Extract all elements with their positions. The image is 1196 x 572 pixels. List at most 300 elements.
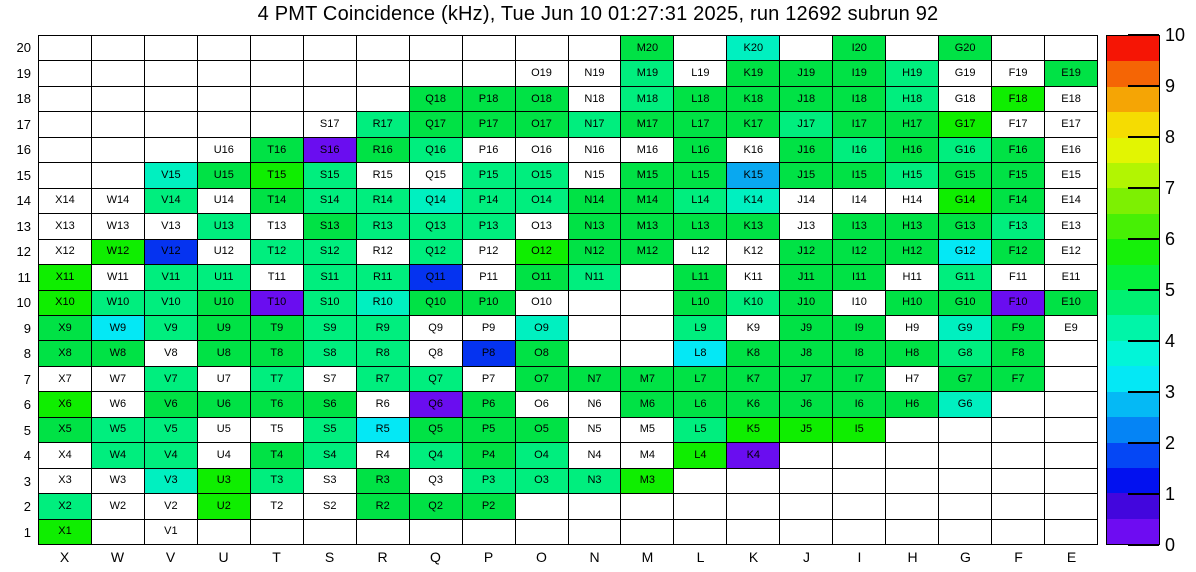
heatmap-cell-J13: J13 xyxy=(780,214,832,238)
colorbar-band xyxy=(1107,468,1159,493)
heatmap-cell-M19: M19 xyxy=(621,61,673,85)
heatmap-cell-T11: T11 xyxy=(251,265,303,289)
heatmap-cell-empty xyxy=(569,291,621,315)
x-tick-label: F xyxy=(1014,549,1023,565)
heatmap-cell-X11: X11 xyxy=(39,265,91,289)
heatmap-cell-empty xyxy=(992,469,1044,493)
heatmap-cell-N15: N15 xyxy=(569,163,621,187)
heatmap-cell-K7: K7 xyxy=(727,367,779,391)
heatmap-cell-F7: F7 xyxy=(992,367,1044,391)
heatmap-cell-empty xyxy=(569,520,621,544)
heatmap-cell-E16: E16 xyxy=(1045,138,1097,162)
heatmap-cell-empty xyxy=(463,36,515,60)
heatmap-cell-P12: P12 xyxy=(463,240,515,264)
heatmap-cell-empty xyxy=(516,520,568,544)
colorbar-band xyxy=(1107,493,1159,518)
heatmap-cell-Q9: Q9 xyxy=(410,316,462,340)
heatmap-cell-K9: K9 xyxy=(727,316,779,340)
colorbar-band xyxy=(1107,188,1159,213)
colorbar-band xyxy=(1107,519,1159,544)
heatmap-cell-K11: K11 xyxy=(727,265,779,289)
heatmap-cell-X8: X8 xyxy=(39,341,91,365)
heatmap-cell-Q12: Q12 xyxy=(410,240,462,264)
colorbar-tick-label: 0 xyxy=(1165,535,1176,555)
x-tick-label: S xyxy=(324,549,335,565)
heatmap-cell-empty xyxy=(780,443,832,467)
heatmap-cell-empty xyxy=(727,469,779,493)
heatmap-cell-empty xyxy=(727,520,779,544)
heatmap-cell-G14: G14 xyxy=(939,189,991,213)
heatmap-cell-X12: X12 xyxy=(39,240,91,264)
heatmap-cell-M13: M13 xyxy=(621,214,673,238)
heatmap-cell-M5: M5 xyxy=(621,418,673,442)
heatmap-cell-J15: J15 xyxy=(780,163,832,187)
x-tick-label: V xyxy=(165,549,176,565)
heatmap-cell-J18: J18 xyxy=(780,87,832,111)
heatmap-cell-L7: L7 xyxy=(674,367,726,391)
heatmap-cell-empty xyxy=(410,36,462,60)
colorbar-band xyxy=(1107,443,1159,468)
heatmap-cell-empty xyxy=(780,36,832,60)
x-tick-label: K xyxy=(748,549,759,565)
heatmap-cell-J19: J19 xyxy=(780,61,832,85)
heatmap-cell-O15: O15 xyxy=(516,163,568,187)
heatmap-cell-N4: N4 xyxy=(569,443,621,467)
heatmap-cell-Q14: Q14 xyxy=(410,189,462,213)
heatmap-cell-L15: L15 xyxy=(674,163,726,187)
heatmap-cell-V4: V4 xyxy=(145,443,197,467)
heatmap-cell-T16: T16 xyxy=(251,138,303,162)
heatmap-cell-I19: I19 xyxy=(833,61,885,85)
heatmap-cell-empty xyxy=(1045,341,1097,365)
y-tick-label: 15 xyxy=(16,167,31,183)
heatmap-cell-M4: M4 xyxy=(621,443,673,467)
heatmap-cell-empty xyxy=(463,520,515,544)
heatmap-cell-G17: G17 xyxy=(939,112,991,136)
heatmap-cell-empty xyxy=(145,112,197,136)
heatmap-cell-V2: V2 xyxy=(145,494,197,518)
heatmap-cell-empty xyxy=(304,61,356,85)
heatmap-cell-empty xyxy=(39,163,91,187)
heatmap-cell-H9: H9 xyxy=(886,316,938,340)
heatmap-cell-empty xyxy=(992,36,1044,60)
heatmap-cell-U6: U6 xyxy=(198,392,250,416)
heatmap-cell-empty xyxy=(92,61,144,85)
heatmap-cell-V14: V14 xyxy=(145,189,197,213)
heatmap-cell-W12: W12 xyxy=(92,240,144,264)
x-tick-label: T xyxy=(272,549,281,565)
heatmap-cell-K13: K13 xyxy=(727,214,779,238)
heatmap-cell-R13: R13 xyxy=(357,214,409,238)
heatmap-cell-S6: S6 xyxy=(304,392,356,416)
heatmap-cell-K19: K19 xyxy=(727,61,779,85)
heatmap-cell-I7: I7 xyxy=(833,367,885,391)
heatmap-cell-S13: S13 xyxy=(304,214,356,238)
heatmap-cell-K16: K16 xyxy=(727,138,779,162)
heatmap-cell-L12: L12 xyxy=(674,240,726,264)
colorbar-tick xyxy=(1128,289,1159,291)
heatmap-cell-F15: F15 xyxy=(992,163,1044,187)
colorbar-tick-label: 1 xyxy=(1165,484,1176,504)
heatmap-cell-X4: X4 xyxy=(39,443,91,467)
heatmap-cell-empty xyxy=(198,520,250,544)
heatmap-cell-Q4: Q4 xyxy=(410,443,462,467)
x-tick-label: Q xyxy=(430,549,441,565)
heatmap-cell-F14: F14 xyxy=(992,189,1044,213)
y-tick-label: 12 xyxy=(16,244,31,259)
heatmap-cell-Q10: Q10 xyxy=(410,291,462,315)
heatmap-cell-F12: F12 xyxy=(992,240,1044,264)
heatmap-cell-I14: I14 xyxy=(833,189,885,213)
heatmap-cell-E9: E9 xyxy=(1045,316,1097,340)
heatmap-cell-empty xyxy=(621,341,673,365)
heatmap-cell-X1: X1 xyxy=(39,520,91,544)
plot-title: 4 PMT Coincidence (kHz), Tue Jun 10 01:27:31 2025, run 12692 subrun 92 xyxy=(257,3,939,25)
heatmap-cell-K15: K15 xyxy=(727,163,779,187)
heatmap-cell-U2: U2 xyxy=(198,494,250,518)
heatmap-grid xyxy=(38,35,1098,545)
heatmap-cell-empty xyxy=(674,469,726,493)
heatmap-cell-empty xyxy=(251,61,303,85)
heatmap-cell-P13: P13 xyxy=(463,214,515,238)
heatmap-cell-L13: L13 xyxy=(674,214,726,238)
heatmap-cell-empty xyxy=(251,36,303,60)
heatmap-cell-Q5: Q5 xyxy=(410,418,462,442)
heatmap-cell-empty xyxy=(727,494,779,518)
heatmap-cell-empty xyxy=(357,87,409,111)
colorbar-band xyxy=(1107,392,1159,417)
heatmap-cell-G12: G12 xyxy=(939,240,991,264)
heatmap-cell-empty xyxy=(39,112,91,136)
heatmap-cell-Q13: Q13 xyxy=(410,214,462,238)
heatmap-cell-N13: N13 xyxy=(569,214,621,238)
heatmap-cell-K18: K18 xyxy=(727,87,779,111)
heatmap-cell-O14: O14 xyxy=(516,189,568,213)
y-tick-label: 16 xyxy=(16,142,31,157)
x-tick-label: E xyxy=(1066,549,1077,565)
colorbar-tick-label: 3 xyxy=(1165,382,1176,402)
heatmap-cell-X10: X10 xyxy=(39,291,91,315)
colorbar-tick xyxy=(1128,187,1159,189)
heatmap-cell-P14: P14 xyxy=(463,189,515,213)
heatmap-cell-empty xyxy=(198,112,250,136)
heatmap-cell-empty xyxy=(939,494,991,518)
heatmap-cell-U3: U3 xyxy=(198,469,250,493)
heatmap-cell-I16: I16 xyxy=(833,138,885,162)
heatmap-cell-empty xyxy=(92,87,144,111)
y-tick-label: 9 xyxy=(23,320,31,336)
heatmap-cell-G9: G9 xyxy=(939,316,991,340)
heatmap-cell-J7: J7 xyxy=(780,367,832,391)
heatmap-cell-T15: T15 xyxy=(251,163,303,187)
heatmap-cell-R17: R17 xyxy=(357,112,409,136)
heatmap-cell-K17: K17 xyxy=(727,112,779,136)
heatmap-cell-R9: R9 xyxy=(357,316,409,340)
heatmap-cell-W5: W5 xyxy=(92,418,144,442)
heatmap-cell-R10: R10 xyxy=(357,291,409,315)
colorbar-tick-label: 9 xyxy=(1165,76,1176,96)
heatmap-cell-S7: S7 xyxy=(304,367,356,391)
heatmap-cell-U7: U7 xyxy=(198,367,250,391)
heatmap-cell-U15: U15 xyxy=(198,163,250,187)
heatmap-cell-M15: M15 xyxy=(621,163,673,187)
colorbar-tick xyxy=(1128,85,1159,87)
colorbar-band xyxy=(1107,138,1159,163)
heatmap-cell-N14: N14 xyxy=(569,189,621,213)
heatmap-cell-E14: E14 xyxy=(1045,189,1097,213)
heatmap-cell-empty xyxy=(92,163,144,187)
heatmap-cell-H7: H7 xyxy=(886,367,938,391)
heatmap-cell-K20: K20 xyxy=(727,36,779,60)
y-tick-label: 18 xyxy=(16,91,31,106)
heatmap-cell-empty xyxy=(92,138,144,162)
heatmap-cell-R7: R7 xyxy=(357,367,409,391)
heatmap-cell-W2: W2 xyxy=(92,494,144,518)
colorbar-band xyxy=(1107,290,1159,315)
heatmap-cell-empty xyxy=(39,36,91,60)
heatmap-cell-G20: G20 xyxy=(939,36,991,60)
heatmap-cell-empty xyxy=(886,443,938,467)
heatmap-cell-empty xyxy=(1045,36,1097,60)
heatmap-cell-V1: V1 xyxy=(145,520,197,544)
y-tick-label: 13 xyxy=(16,218,31,234)
heatmap-cell-R5: R5 xyxy=(357,418,409,442)
y-tick-label: 1 xyxy=(23,524,31,540)
heatmap-cell-empty xyxy=(569,36,621,60)
heatmap-cell-empty xyxy=(304,87,356,111)
y-tick-label: 20 xyxy=(16,40,31,55)
heatmap-cell-empty xyxy=(886,418,938,442)
heatmap-cell-X3: X3 xyxy=(39,469,91,493)
heatmap-cell-F13: F13 xyxy=(992,214,1044,238)
y-tick-label: 14 xyxy=(16,193,31,208)
colorbar-band xyxy=(1107,87,1159,112)
heatmap-cell-W14: W14 xyxy=(92,189,144,213)
heatmap-cell-empty xyxy=(357,61,409,85)
y-tick-label: 10 xyxy=(16,295,31,310)
heatmap-cell-empty xyxy=(621,520,673,544)
heatmap-cell-L11: L11 xyxy=(674,265,726,289)
heatmap-cell-U16: U16 xyxy=(198,138,250,162)
heatmap-cell-L8: L8 xyxy=(674,341,726,365)
heatmap-cell-G11: G11 xyxy=(939,265,991,289)
heatmap-cell-M17: M17 xyxy=(621,112,673,136)
heatmap-cell-empty xyxy=(886,494,938,518)
heatmap-cell-empty xyxy=(674,494,726,518)
x-tick-label: R xyxy=(377,549,388,565)
heatmap-cell-P6: P6 xyxy=(463,392,515,416)
heatmap-cell-empty xyxy=(198,87,250,111)
heatmap-cell-G19: G19 xyxy=(939,61,991,85)
heatmap-cell-K6: K6 xyxy=(727,392,779,416)
heatmap-cell-V5: V5 xyxy=(145,418,197,442)
heatmap-cell-Q8: Q8 xyxy=(410,341,462,365)
x-tick-label: J xyxy=(803,549,810,565)
heatmap-cell-P5: P5 xyxy=(463,418,515,442)
heatmap-cell-P3: P3 xyxy=(463,469,515,493)
heatmap-cell-T8: T8 xyxy=(251,341,303,365)
heatmap-cell-empty xyxy=(145,87,197,111)
heatmap-cell-empty xyxy=(939,520,991,544)
colorbar-band xyxy=(1107,366,1159,391)
heatmap-cell-empty xyxy=(992,520,1044,544)
heatmap-cell-O6: O6 xyxy=(516,392,568,416)
heatmap-cell-empty xyxy=(39,87,91,111)
heatmap-cell-H16: H16 xyxy=(886,138,938,162)
heatmap-cell-N11: N11 xyxy=(569,265,621,289)
heatmap-cell-N16: N16 xyxy=(569,138,621,162)
heatmap-cell-T7: T7 xyxy=(251,367,303,391)
heatmap-cell-H11: H11 xyxy=(886,265,938,289)
heatmap-cell-S17: S17 xyxy=(304,112,356,136)
heatmap-cell-V8: V8 xyxy=(145,341,197,365)
heatmap-cell-S3: S3 xyxy=(304,469,356,493)
heatmap-cell-empty xyxy=(39,61,91,85)
colorbar-tick-label: 6 xyxy=(1165,229,1176,249)
heatmap-cell-P10: P10 xyxy=(463,291,515,315)
heatmap-cell-S12: S12 xyxy=(304,240,356,264)
colorbar-band xyxy=(1107,112,1159,137)
heatmap-cell-empty xyxy=(621,494,673,518)
x-tick-label: P xyxy=(483,549,494,565)
heatmap-cell-P16: P16 xyxy=(463,138,515,162)
y-tick-label: 19 xyxy=(16,65,31,81)
heatmap-cell-empty xyxy=(304,520,356,544)
heatmap-cell-U5: U5 xyxy=(198,418,250,442)
heatmap-cell-O13: O13 xyxy=(516,214,568,238)
heatmap-cell-V7: V7 xyxy=(145,367,197,391)
heatmap-cell-E11: E11 xyxy=(1045,265,1097,289)
heatmap-cell-T4: T4 xyxy=(251,443,303,467)
heatmap-cell-Q17: Q17 xyxy=(410,112,462,136)
heatmap-cell-O3: O3 xyxy=(516,469,568,493)
heatmap-cell-X13: X13 xyxy=(39,214,91,238)
heatmap-cell-M7: M7 xyxy=(621,367,673,391)
heatmap-cell-I12: I12 xyxy=(833,240,885,264)
heatmap-cell-Q16: Q16 xyxy=(410,138,462,162)
heatmap-cell-X7: X7 xyxy=(39,367,91,391)
heatmap-cell-P17: P17 xyxy=(463,112,515,136)
heatmap-cell-H15: H15 xyxy=(886,163,938,187)
heatmap-cell-V12: V12 xyxy=(145,240,197,264)
colorbar-band xyxy=(1107,36,1159,61)
heatmap-cell-N7: N7 xyxy=(569,367,621,391)
heatmap-cell-R12: R12 xyxy=(357,240,409,264)
heatmap-cell-K12: K12 xyxy=(727,240,779,264)
heatmap-cell-L18: L18 xyxy=(674,87,726,111)
heatmap-cell-T3: T3 xyxy=(251,469,303,493)
heatmap-cell-J14: J14 xyxy=(780,189,832,213)
heatmap-cell-I11: I11 xyxy=(833,265,885,289)
heatmap-cell-empty xyxy=(886,469,938,493)
heatmap-cell-V11: V11 xyxy=(145,265,197,289)
heatmap-cell-H19: H19 xyxy=(886,61,938,85)
heatmap-cell-empty xyxy=(92,112,144,136)
heatmap-cell-empty xyxy=(621,291,673,315)
heatmap-cell-I15: I15 xyxy=(833,163,885,187)
heatmap-cell-Q2: Q2 xyxy=(410,494,462,518)
heatmap-cell-R8: R8 xyxy=(357,341,409,365)
heatmap-cell-empty xyxy=(39,138,91,162)
heatmap-cell-S10: S10 xyxy=(304,291,356,315)
colorbar-tick-label: 10 xyxy=(1165,25,1186,45)
heatmap-cell-M18: M18 xyxy=(621,87,673,111)
heatmap-cell-N3: N3 xyxy=(569,469,621,493)
heatmap-cell-G18: G18 xyxy=(939,87,991,111)
heatmap-cell-K14: K14 xyxy=(727,189,779,213)
heatmap-cell-empty xyxy=(410,61,462,85)
heatmap-cell-empty xyxy=(569,341,621,365)
x-tick-label: U xyxy=(218,549,229,565)
heatmap-cell-P4: P4 xyxy=(463,443,515,467)
colorbar-tick-label: 7 xyxy=(1165,178,1176,198)
heatmap-cell-S14: S14 xyxy=(304,189,356,213)
heatmap-cell-O16: O16 xyxy=(516,138,568,162)
y-tick-label: 6 xyxy=(23,397,31,412)
heatmap-cell-empty xyxy=(410,520,462,544)
heatmap-cell-T5: T5 xyxy=(251,418,303,442)
heatmap-cell-R4: R4 xyxy=(357,443,409,467)
heatmap-cell-H17: H17 xyxy=(886,112,938,136)
heatmap-cell-H18: H18 xyxy=(886,87,938,111)
heatmap-cell-S5: S5 xyxy=(304,418,356,442)
colorbar-band xyxy=(1107,341,1159,366)
colorbar-band xyxy=(1107,265,1159,290)
heatmap-cell-Q6: Q6 xyxy=(410,392,462,416)
y-tick-label: 3 xyxy=(23,473,31,489)
heatmap-cell-empty xyxy=(92,520,144,544)
colorbar-tick xyxy=(1128,34,1159,36)
heatmap-cell-S16: S16 xyxy=(304,138,356,162)
heatmap-cell-E10: E10 xyxy=(1045,291,1097,315)
heatmap-cell-I10: I10 xyxy=(833,291,885,315)
x-tick-label: L xyxy=(696,549,705,565)
heatmap-cell-empty xyxy=(1045,418,1097,442)
heatmap-cell-empty xyxy=(1045,443,1097,467)
heatmap-cell-I20: I20 xyxy=(833,36,885,60)
colorbar-band xyxy=(1107,163,1159,188)
heatmap-cell-F18: F18 xyxy=(992,87,1044,111)
heatmap-cell-J9: J9 xyxy=(780,316,832,340)
heatmap-cell-O18: O18 xyxy=(516,87,568,111)
heatmap-cell-empty xyxy=(939,418,991,442)
heatmap-cell-T10: T10 xyxy=(251,291,303,315)
colorbar-band xyxy=(1107,214,1159,239)
heatmap-cell-R2: R2 xyxy=(357,494,409,518)
heatmap-cell-empty xyxy=(621,265,673,289)
heatmap-cell-X14: X14 xyxy=(39,189,91,213)
heatmap-cell-W9: W9 xyxy=(92,316,144,340)
heatmap-cell-empty xyxy=(251,520,303,544)
heatmap-cell-G16: G16 xyxy=(939,138,991,162)
heatmap-cell-O10: O10 xyxy=(516,291,568,315)
heatmap-cell-P2: P2 xyxy=(463,494,515,518)
heatmap-cell-Q15: Q15 xyxy=(410,163,462,187)
colorbar-tick-label: 5 xyxy=(1165,280,1176,300)
heatmap-cell-empty xyxy=(833,520,885,544)
heatmap-cell-H6: H6 xyxy=(886,392,938,416)
x-tick-label: W xyxy=(110,549,125,565)
heatmap-cell-L4: L4 xyxy=(674,443,726,467)
heatmap-cell-R16: R16 xyxy=(357,138,409,162)
heatmap-cell-K8: K8 xyxy=(727,341,779,365)
heatmap-cell-empty xyxy=(833,494,885,518)
heatmap-cell-R14: R14 xyxy=(357,189,409,213)
heatmap-cell-O5: O5 xyxy=(516,418,568,442)
heatmap-cell-empty xyxy=(198,61,250,85)
colorbar-tick-label: 4 xyxy=(1165,331,1176,351)
heatmap-cell-T14: T14 xyxy=(251,189,303,213)
